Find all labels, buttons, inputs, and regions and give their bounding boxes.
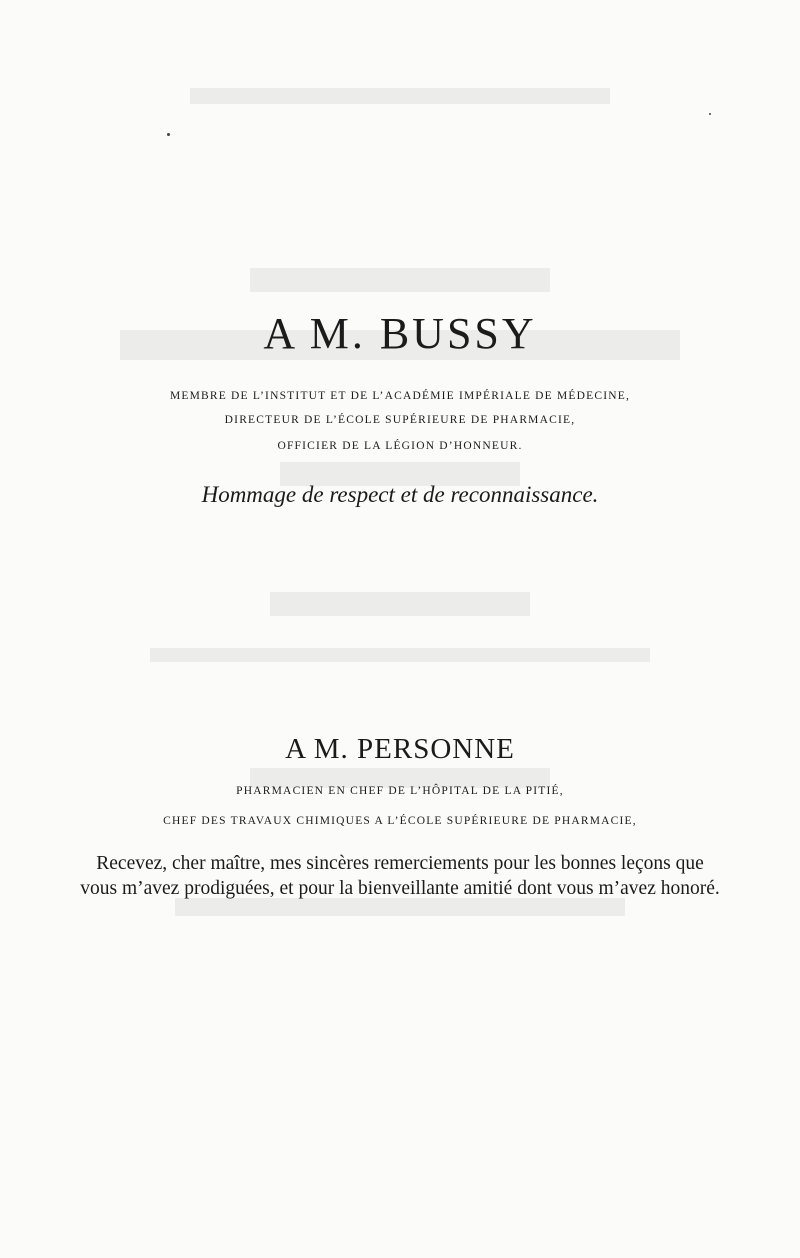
dedication-bussy-line1: MEMBRE DE L’INSTITUT ET DE L’ACADÉMIE IMPÉRIALE DE MÉDECINE, <box>169 390 631 402</box>
show-through-shade <box>0 592 800 622</box>
dedication-personne-line2: CHEF DES TRAVAUX CHIMIQUES A L’ÉCOLE SUPÉRIEURE DE PHARMACIE, <box>163 815 637 827</box>
dedication-title-bussy: A M. BUSSY <box>263 309 537 358</box>
dedication-personne-text-line2: vous m’avez prodiguées, et pour la bienveillante amitié dont vous m’avez honoré. <box>80 878 720 899</box>
dedication-bussy-homage: Hommage de respect et de reconnaissance. <box>201 482 599 507</box>
dedication-bussy-line2: DIRECTEUR DE L’ÉCOLE SUPÉRIEURE DE PHARMACIE, <box>224 414 576 426</box>
show-through-shade <box>0 648 800 668</box>
dedication-title-personne: A M. PERSONNE <box>285 733 515 765</box>
dedication-personne-line1: PHARMACIEN EN CHEF DE L’HÔPITAL DE LA PITIÉ, <box>236 785 564 797</box>
show-through-shade <box>0 268 800 296</box>
dedication-bussy-line3: OFFICIER DE LA LÉGION D’HONNEUR. <box>277 440 523 452</box>
show-through-shade <box>0 88 800 108</box>
dedication-personne-text-line1: Recevez, cher maître, mes sincères remerciements pour les bonnes leçons que <box>96 853 704 874</box>
paper-speck <box>709 113 711 115</box>
show-through-shade <box>0 898 800 922</box>
paper-speck <box>167 133 170 136</box>
